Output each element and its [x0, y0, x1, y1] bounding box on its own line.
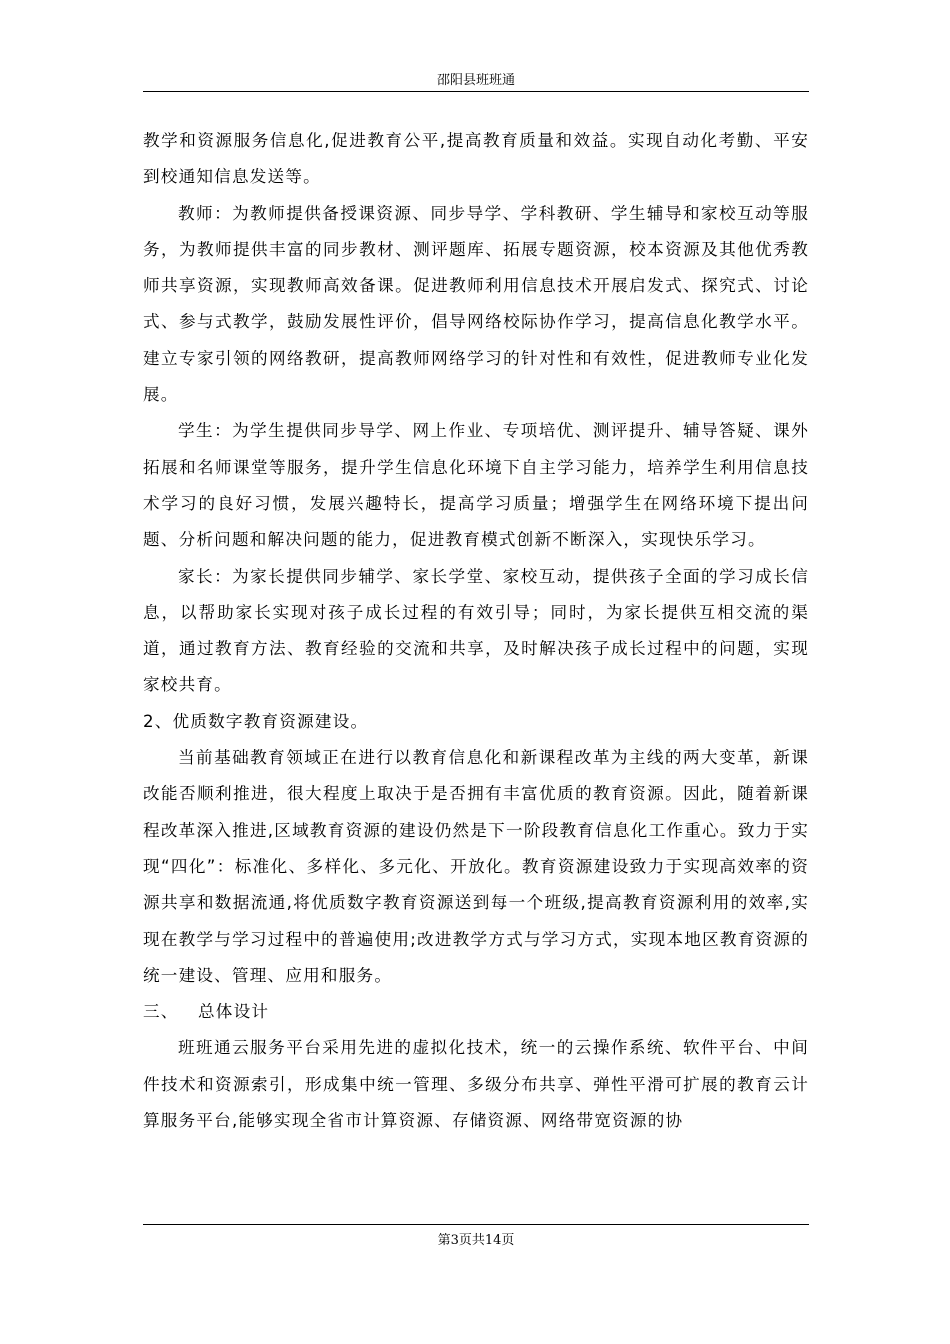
footer-divider — [143, 1224, 809, 1225]
section-title: 总体设计 — [198, 1002, 270, 1022]
page-header: 邵阳县班班通 — [436, 73, 515, 88]
section-number: 三、 — [143, 1002, 179, 1022]
paragraph-resources: 当前基础教育领域正在进行以教育信息化和新课程改革为主线的两大变革，新课改能否顺利推进，很大程度上取决于是否拥有丰富优质的教育资源。因此，随着新课程改革深入推进,区域教育资源的建设仍然是下一阶段教育信息化工作重心。致力于实现“四化”：标准化、多样化、多元化、开放化。教育资源建设致力于实现高效率的资源共享和数据流通,将优质数字教育资源送到每一个班级,提高教育资源利用的效率,实现在教学与学习过程中的普遍使用;改进教学方式与学习方式，实现本地区教育资源的统一建设、管理、应用和服务。 — [143, 748, 809, 985]
document-body — [143, 123, 809, 1139]
paragraph-parents: 家长：为家长提供同步辅学、家长学堂、家校互动，提供孩子全面的学习成长信息，以帮助家长实现对孩子成长过程的有效引导；同时，为家长提供互相交流的渠道，通过教育方法、教育经验的交流和共享，及时解决孩子成长过程中的问题，实现家校共育。 — [143, 566, 809, 695]
section-heading-overall-design — [143, 994, 809, 1030]
paragraph-teachers: 教师：为教师提供备授课资源、同步导学、学科教研、学生辅导和家校互动等服务，为教师提供丰富的同步教材、测评题库、拓展专题资源，校本资源及其他优秀教师共享资源，实现教师高效备课。促进教师利用信息技术开展启发式、探究式、讨论式、参与式教学，鼓励发展性评价，倡导网络校际协作学习，提高信息化教学水平。建立专家引领的网络教研，提高教师网络学习的针对性和有效性，促进教师专业化发展。 — [143, 203, 809, 405]
page-number: 第3页共14页 — [437, 1233, 515, 1248]
paragraph-students: 学生：为学生提供同步导学、网上作业、专项培优、测评提升、辅导答疑、课外拓展和名师课堂等服务，提升学生信息化环境下自主学习能力，培养学生利用信息技术学习的良好习惯，发展兴趣特长，提高学习质量；增强学生在网络环境下提出问题、分析问题和解决问题的能力，促进教育模式创新不断深入，实现快乐学习。 — [143, 421, 809, 550]
paragraph-continuation: 教学和资源服务信息化,促进教育公平,提高教育质量和效益。实现自动化考勤、平安到校通知信息发送等。 — [143, 131, 809, 187]
section-heading-resources: 2、优质数字教育资源建设。 — [143, 711, 369, 731]
header-divider — [143, 91, 809, 92]
paragraph-platform: 班班通云服务平台采用先进的虚拟化技术，统一的云操作系统、软件平台、中间件技术和资源索引，形成集中统一管理、多级分布共享、弹性平滑可扩展的教育云计算服务平台,能够实现全省市计算资源、存储资源、网络带宽资源的协 — [143, 1038, 809, 1131]
